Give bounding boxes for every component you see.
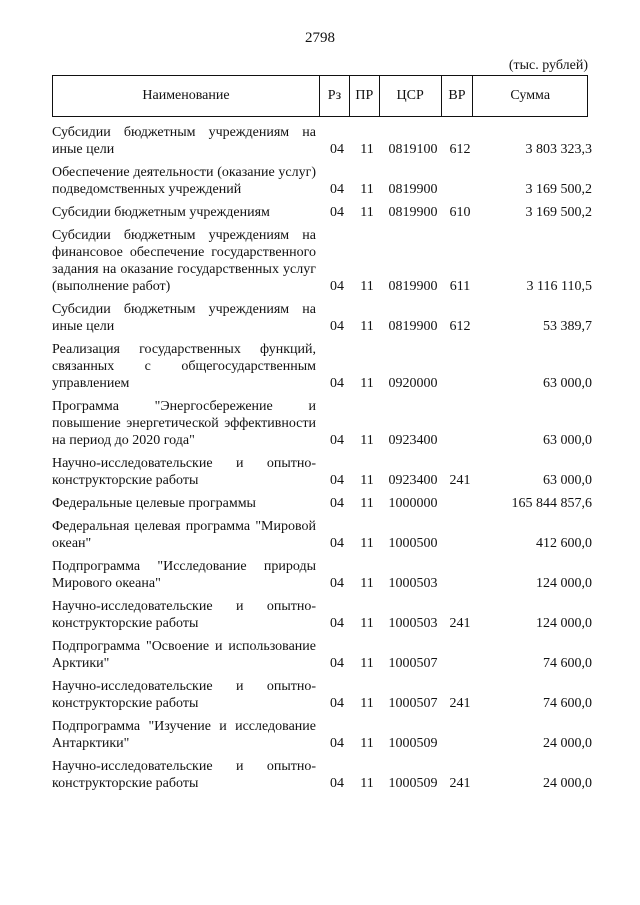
table-row [52,301,592,335]
page-number: 2798 [305,30,335,46]
cell-pr: 11 [360,433,374,448]
cell-sum: 3 169 500,2 [525,182,592,197]
cell-name: Программа "Энергосбережение и повышение энергетической эффективности на период до 2020 года" [52,399,316,448]
cell-csr: 1000500 [388,536,438,551]
table-row [52,164,592,198]
cell-rz: 04 [330,473,344,488]
cell-rz: 04 [330,616,344,631]
cell-pr: 11 [360,319,374,334]
cell-rz: 04 [330,205,344,220]
cell-csr: 0819900 [388,205,438,220]
cell-pr: 11 [360,736,374,751]
table-row [52,124,592,158]
cell-pr: 11 [360,279,374,294]
cell-csr: 1000509 [388,736,438,751]
cell-name: Субсидии бюджетным учреждениям на иные цели [52,302,316,334]
cell-name: Субсидии бюджетным учреждениям на иные цели [52,125,316,157]
cell-pr: 11 [360,576,374,591]
cell-vr: 241 [449,776,471,791]
table-row [52,495,592,512]
table-row [52,598,592,632]
cell-csr: 0819900 [388,182,438,197]
cell-rz: 04 [330,536,344,551]
cell-name: Научно-исследовательские и опытно-конструкторские работы [52,456,316,488]
cell-pr: 11 [360,142,374,157]
cell-rz: 04 [330,496,344,511]
cell-vr: 241 [449,473,471,488]
cell-csr: 1000000 [388,496,438,511]
cell-csr: 1000509 [388,776,438,791]
cell-csr: 0819900 [388,279,438,294]
cell-pr: 11 [360,473,374,488]
table-row [52,718,592,752]
cell-name: Субсидии бюджетным учреждениям на финансовое обеспечение государственного задания на оказание государственных услуг (выполнение работ) [52,228,316,294]
cell-sum: 124 000,0 [536,576,592,591]
cell-rz: 04 [330,376,344,391]
table-row [52,341,592,392]
table-header [52,75,588,117]
cell-pr: 11 [360,182,374,197]
cell-csr: 0819100 [388,142,438,157]
cell-rz: 04 [330,776,344,791]
header-vr: ВР [442,76,474,116]
header-pr: ПР [350,76,380,116]
cell-csr: 0920000 [388,376,438,391]
cell-pr: 11 [360,616,374,631]
header-rz: Рз [320,76,350,116]
header-sum: Сумма [510,88,551,103]
table-body [52,124,592,798]
cell-vr: 610 [449,205,471,220]
cell-csr: 1000503 [388,616,438,631]
cell-name: Подпрограмма "Освоение и использование Арктики" [52,639,316,671]
table-row [52,455,592,489]
cell-sum: 53 389,7 [543,319,592,334]
cell-pr: 11 [360,536,374,551]
cell-sum: 63 000,0 [543,433,592,448]
table-row [52,518,592,552]
cell-csr: 1000507 [388,656,438,671]
table-row [52,398,592,449]
cell-name: Подпрограмма "Исследование природы Мирового океана" [52,559,316,591]
cell-sum: 124 000,0 [536,616,592,631]
cell-vr: 241 [449,696,471,711]
cell-sum: 24 000,0 [543,776,592,791]
cell-name: Субсидии бюджетным учреждениям [52,205,270,220]
header-csr: ЦСР [380,76,442,116]
cell-pr: 11 [360,776,374,791]
table-row [52,558,592,592]
cell-rz: 04 [330,319,344,334]
cell-name: Научно-исследовательские и опытно-конструкторские работы [52,599,316,631]
cell-pr: 11 [360,696,374,711]
cell-rz: 04 [330,736,344,751]
cell-sum: 63 000,0 [543,376,592,391]
header-name: Наименование [53,76,320,116]
cell-rz: 04 [330,696,344,711]
cell-pr: 11 [360,205,374,220]
cell-rz: 04 [330,182,344,197]
cell-rz: 04 [330,142,344,157]
table-row [52,227,592,295]
cell-sum: 3 169 500,2 [525,205,592,220]
cell-vr: 611 [449,279,471,294]
cell-vr: 241 [449,616,471,631]
cell-name: Научно-исследовательские и опытно-конструкторские работы [52,679,316,711]
cell-csr: 1000503 [388,576,438,591]
cell-rz: 04 [330,279,344,294]
table-row [52,638,592,672]
cell-name: Федеральные целевые программы [52,496,256,511]
cell-sum: 74 600,0 [543,696,592,711]
cell-name: Обеспечение деятельности (оказание услуг) подведомственных учреждений [52,165,316,197]
units-label: (тыс. рублей) [508,58,588,73]
table-row [52,678,592,712]
cell-rz: 04 [330,433,344,448]
cell-pr: 11 [360,496,374,511]
cell-vr: 612 [449,319,471,334]
cell-csr: 0819900 [388,319,438,334]
cell-name: Научно-исследовательские и опытно-конструкторские работы [52,759,316,791]
cell-rz: 04 [330,576,344,591]
cell-sum: 165 844 857,6 [511,496,592,511]
cell-vr: 612 [449,142,471,157]
cell-sum: 412 600,0 [536,536,592,551]
cell-name: Федеральная целевая программа "Мировой океан" [52,519,316,551]
cell-sum: 24 000,0 [543,736,592,751]
cell-csr: 1000507 [388,696,438,711]
cell-sum: 3 803 323,3 [525,142,592,157]
cell-name: Реализация государственных функций, связанных с общегосударственным управлением [52,342,316,391]
cell-pr: 11 [360,656,374,671]
table-row [52,204,592,221]
cell-csr: 0923400 [388,433,438,448]
cell-name: Подпрограмма "Изучение и исследование Антарктики" [52,719,316,751]
cell-rz: 04 [330,656,344,671]
cell-sum: 63 000,0 [543,473,592,488]
table-row [52,758,592,792]
cell-sum: 74 600,0 [543,656,592,671]
cell-pr: 11 [360,376,374,391]
cell-sum: 3 116 110,5 [526,279,592,294]
cell-csr: 0923400 [388,473,438,488]
